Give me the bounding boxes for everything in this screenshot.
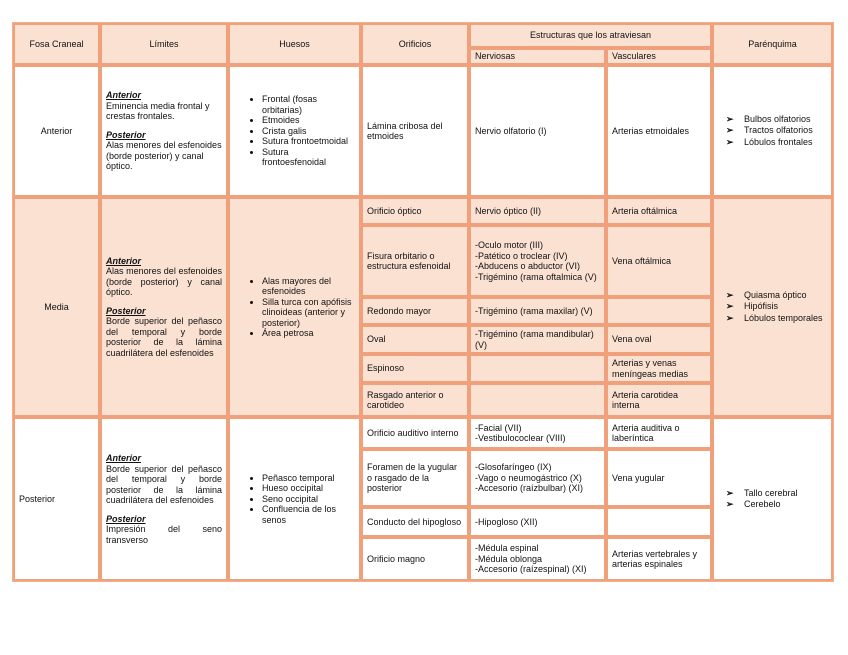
arrowhead-icon: ➢ [726, 301, 734, 312]
bone-list [234, 94, 355, 168]
limites-media [100, 197, 228, 417]
limit-label: Posterior [106, 129, 146, 140]
nerviosas-cell: -Facial (VII) -Vestibulococlear (VIII) [469, 417, 606, 449]
list-item: • Hueso occipital [262, 483, 355, 494]
parenchyma-list [718, 114, 827, 148]
orificio-cell: Orificio auditivo interno [361, 417, 469, 449]
limit-label: Anterior [106, 453, 142, 463]
list-item: ➢ Lóbulos frontales [726, 136, 813, 147]
cranial-fossae-table [12, 22, 834, 582]
arrowhead-icon: ➢ [726, 136, 734, 147]
vasculares-cell: Arteria oftálmica [606, 197, 712, 225]
orificio-cell: Rasgado anterior o carotideo [361, 383, 469, 417]
list-item: ➢ Tallo cerebral [726, 487, 798, 498]
list-item: • Seno occipital [262, 494, 355, 505]
list-item: • Etmoides [262, 115, 355, 126]
header-orificios: Orificios [361, 23, 469, 65]
arrowhead-icon: ➢ [726, 113, 734, 124]
nerviosas-cell: -Médula espinal -Médula oblonga -Accesorio (raízespinal) (XI) [469, 537, 606, 581]
orificio-cell: Lámina cribosa del etmoides [361, 65, 469, 197]
parenquima-media [712, 197, 833, 417]
fosa-media: Media [13, 197, 100, 417]
vasculares-cell: Arterias y venas meníngeas medias [606, 354, 712, 383]
limit-text: Borde superior del peñasco del temporal y borde posterior de la lámina cuadrilátera del esfenoides [106, 463, 222, 505]
list-item: • Crista galis [262, 126, 355, 137]
limit-text: Impresión del seno transverso [106, 524, 222, 545]
vasculares-cell: Vena yugular [606, 449, 712, 507]
nerviosas-cell: -Hipogloso (XII) [469, 507, 606, 537]
orificio-cell: Redondo mayor [361, 297, 469, 325]
header-huesos: Huesos [228, 23, 361, 65]
row-posterior-auditivo [13, 417, 833, 449]
nerviosas-cell: -Glosofaríngeo (IX) -Vago o neumogástrico (X) -Accesorio (raízbulbar) (XI) [469, 449, 606, 507]
limit-block [106, 453, 222, 506]
list-item: • Sutura frontoetmoidal [262, 136, 355, 147]
limit-block [106, 256, 222, 298]
list-item: ➢ Cerebelo [726, 499, 781, 509]
limit-block [106, 90, 222, 122]
parenquima-anterior [712, 65, 833, 197]
header-vasculares: Vasculares [606, 48, 712, 65]
row-anterior [13, 65, 833, 197]
vasculares-cell [606, 507, 712, 537]
list-item: • Sutura frontoesfenoidal [262, 147, 355, 168]
arrowhead-icon: ➢ [726, 312, 734, 323]
vasculares-cell: Arterias vertebrales y arterias espinales [606, 537, 712, 581]
header-estructuras: Estructuras que los atraviesan [469, 23, 712, 48]
list-item: • Área petrosa [262, 328, 355, 339]
limit-text: Eminencia media frontal y crestas frontales. [106, 100, 210, 122]
vasculares-cell: Arterias etmoidales [606, 65, 712, 197]
header-nerviosas: Nerviosas [469, 48, 606, 65]
arrowhead-icon: ➢ [726, 289, 734, 300]
row-media-optico [13, 197, 833, 225]
limit-block [106, 514, 222, 546]
limit-label: Anterior [106, 255, 142, 266]
limit-label: Posterior [106, 513, 146, 524]
arrowhead-icon: ➢ [726, 499, 734, 509]
nerviosas-cell [469, 354, 606, 383]
orificio-cell: Orificio magno [361, 537, 469, 581]
parenchyma-list [718, 290, 827, 324]
nerviosas-cell: -Trigémino (rama maxilar) (V) [469, 297, 606, 325]
limites-posterior [100, 417, 228, 581]
orificio-cell: Foramen de la yugular o rasgado de la posterior [361, 449, 469, 507]
list-item: ➢ Lóbulos temporales [726, 312, 823, 323]
list-item: • Confluencia de los senos [262, 504, 355, 525]
nerviosas-cell: Nervio olfatorio (I) [469, 65, 606, 197]
list-item: • Peñasco temporal [262, 473, 355, 484]
orificio-cell: Orificio óptico [361, 197, 469, 225]
limit-text: Alas menores del esfenoides (borde posterior) y canal óptico. [106, 266, 222, 298]
nerviosas-cell: Nervio óptico (II) [469, 197, 606, 225]
vasculares-cell: Arteria auditiva o laberíntica [606, 417, 712, 449]
limit-text: Borde superior del peñasco del temporal y borde posterior de la lámina cuadrilátera del esfenoides [106, 316, 222, 358]
parenchyma-list [718, 488, 827, 510]
header-row [13, 23, 833, 48]
list-item: ➢ Quiasma óptico [726, 289, 807, 300]
huesos-media [228, 197, 361, 417]
orificio-cell: Fisura orbitario o estructura esfenoidal [361, 225, 469, 297]
fosa-posterior: Posterior [13, 417, 100, 581]
list-item: • Silla turca con apófisis clinoideas (anterior y posterior) [262, 297, 355, 329]
header-fosa: Fosa Craneal [13, 23, 100, 65]
arrowhead-icon: ➢ [726, 125, 734, 136]
list-item: • Alas mayores del esfenoides [262, 276, 355, 297]
huesos-posterior [228, 417, 361, 581]
nerviosas-cell: -Oculo motor (III) -Patético o troclear (IV) -Abducens o abductor (VI) -Trigémino (rama oftalmica (V) [469, 225, 606, 297]
limit-text: Alas menores del esfenoides (borde posterior) y canal óptico. [106, 140, 222, 172]
limit-label: Posterior [106, 305, 146, 316]
orificio-cell: Espinoso [361, 354, 469, 383]
header-limites: Límites [100, 23, 228, 65]
orificio-cell: Oval [361, 325, 469, 354]
orificio-cell: Conducto del hipogloso [361, 507, 469, 537]
limit-block [106, 130, 222, 172]
parenquima-posterior [712, 417, 833, 581]
bone-list [234, 276, 355, 339]
vasculares-cell: Arteria carotidea interna [606, 383, 712, 417]
vasculares-cell: Vena oval [606, 325, 712, 354]
list-item: ➢ Bulbos olfatorios [726, 113, 811, 124]
list-item: • Frontal (fosas orbitarias) [262, 94, 355, 115]
arrowhead-icon: ➢ [726, 487, 734, 498]
bone-list [234, 473, 355, 526]
header-parenquima: Parénquima [712, 23, 833, 65]
nerviosas-cell [469, 383, 606, 417]
vasculares-cell: Vena oftálmica [606, 225, 712, 297]
huesos-anterior [228, 65, 361, 197]
nerviosas-cell: -Trigémino (rama mandibular) (V) [469, 325, 606, 354]
list-item: ➢ Tractos olfatorios [726, 125, 813, 136]
vasculares-cell [606, 297, 712, 325]
list-item: ➢ Hipófisis [726, 301, 779, 312]
limit-label: Anterior [106, 90, 142, 101]
fosa-anterior: Anterior [13, 65, 100, 197]
limites-anterior [100, 65, 228, 197]
limit-block [106, 306, 222, 359]
